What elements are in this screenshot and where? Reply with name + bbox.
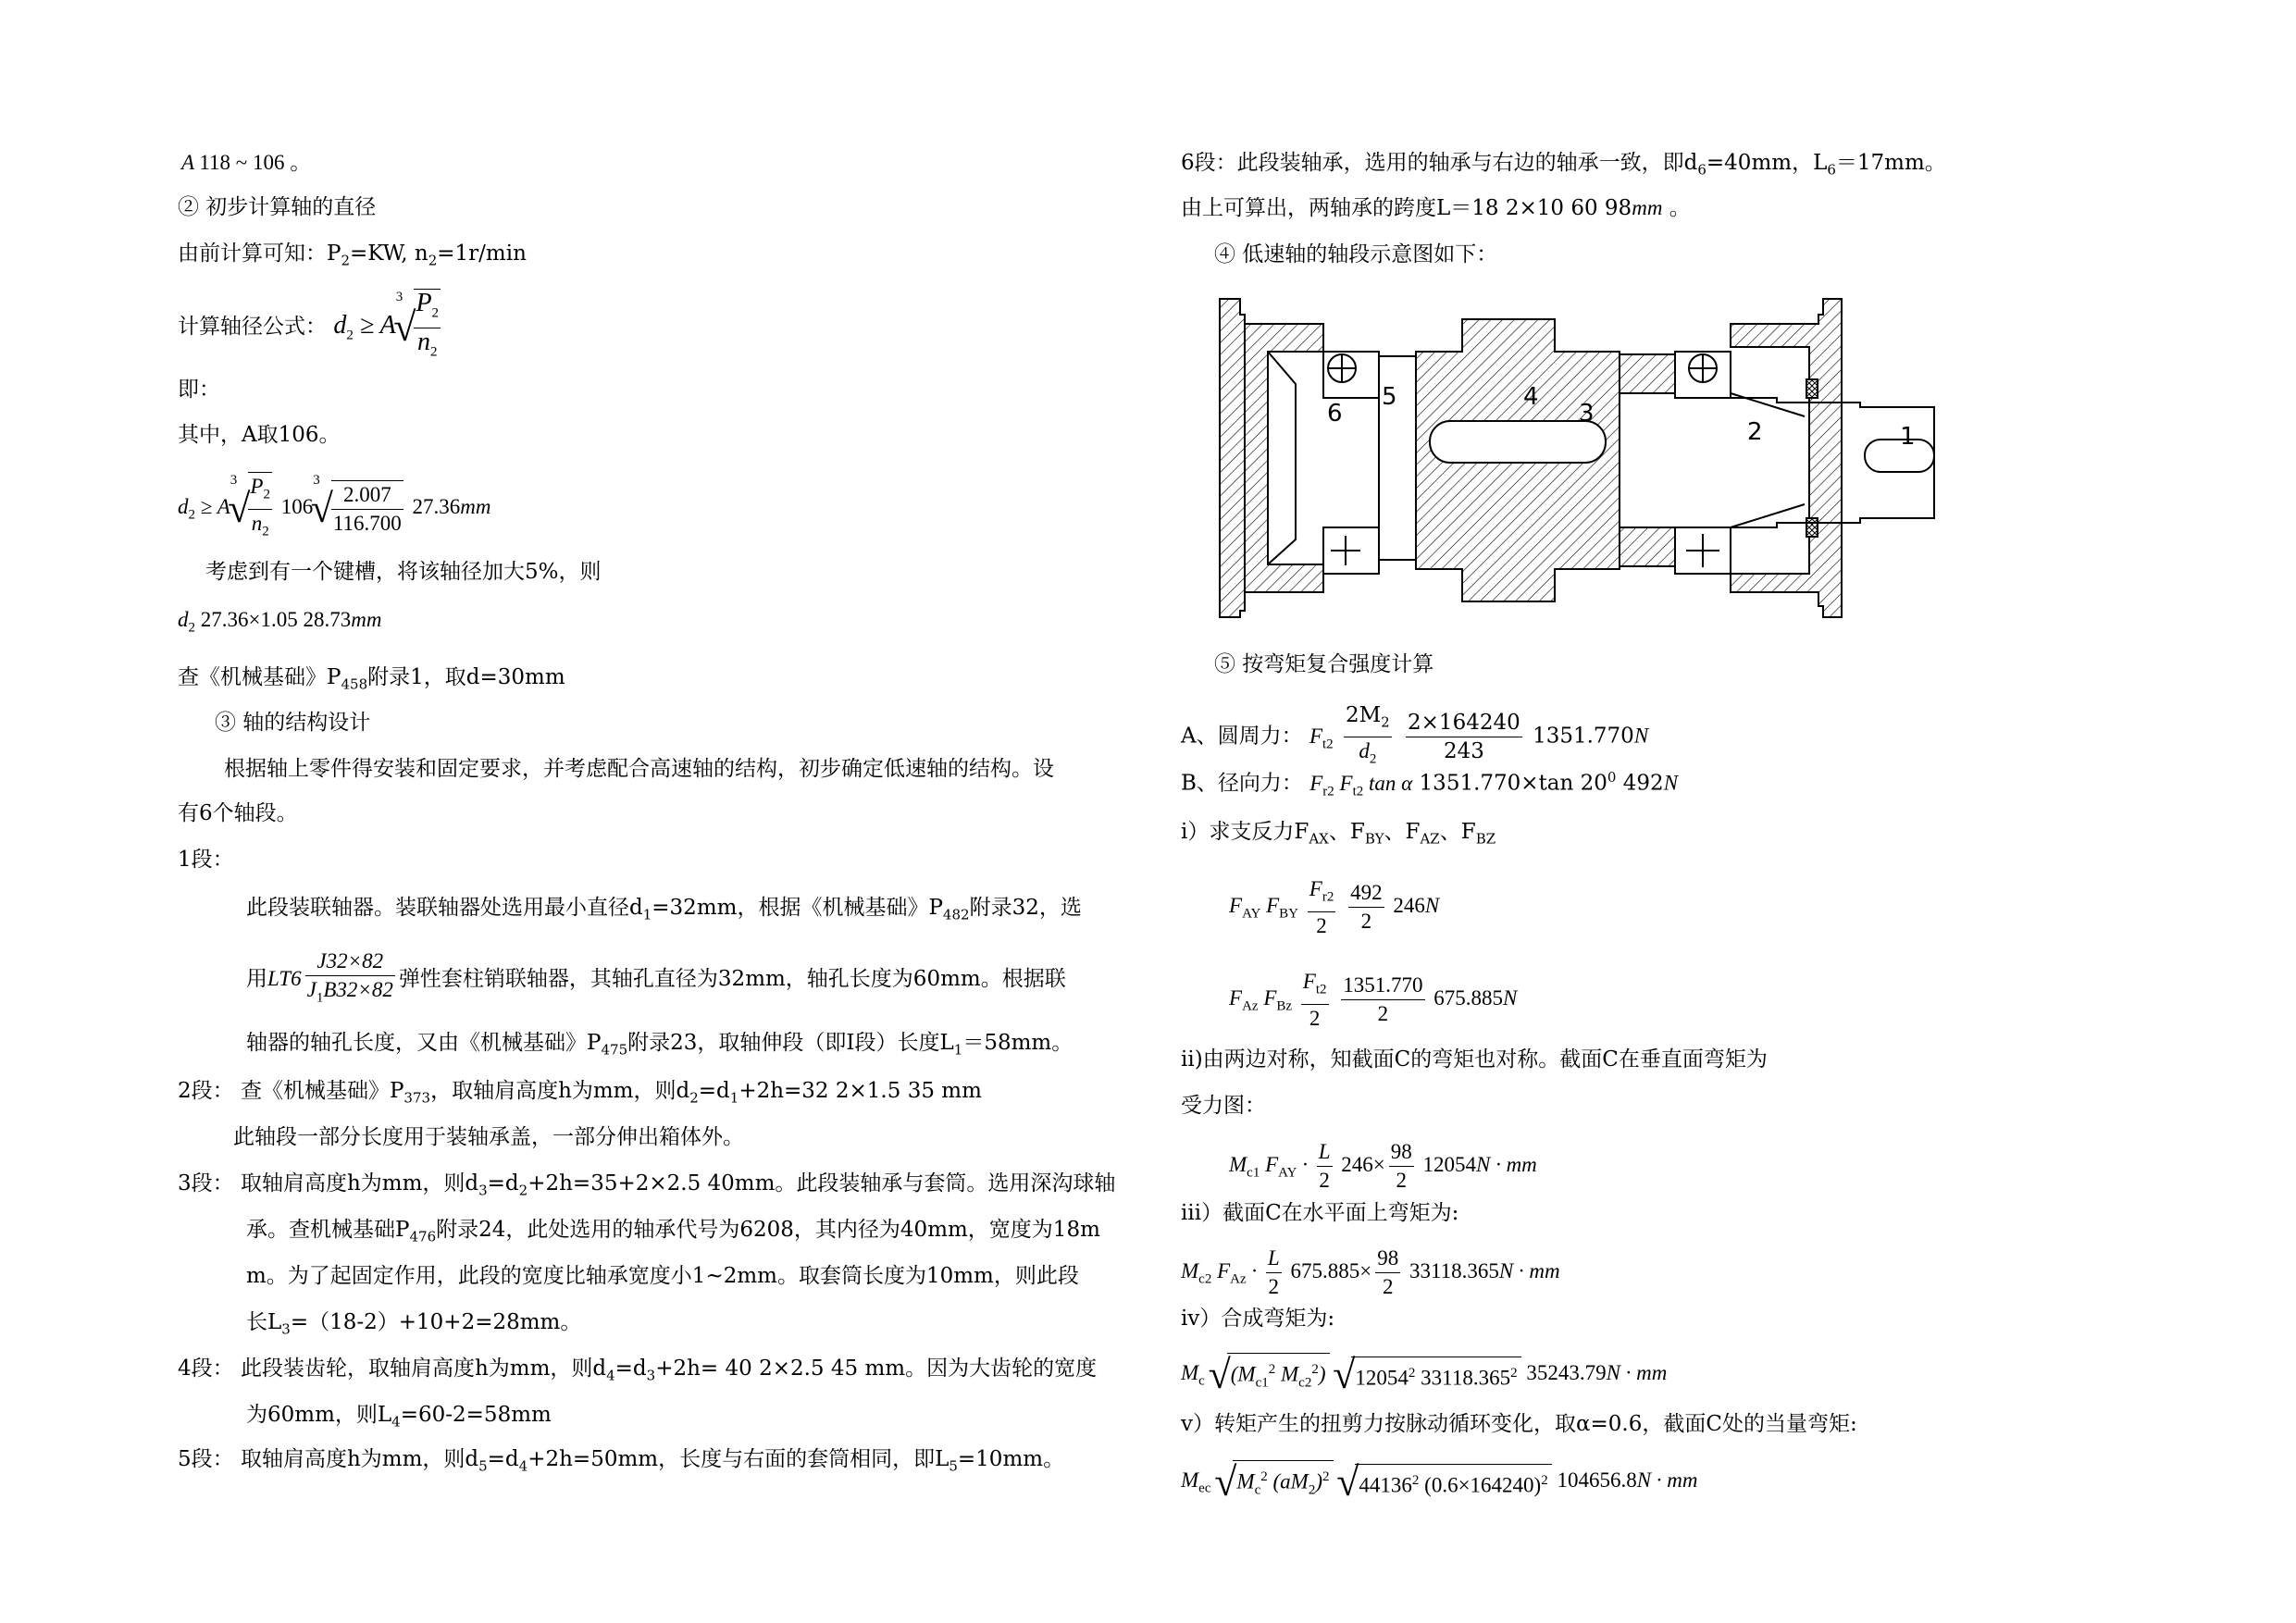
a-range-line: A 118 ~ 106 。 <box>181 151 312 174</box>
label-5: 5 <box>1382 383 1397 411</box>
segment-4-line-a: 4段： 此段装齿轮，取轴肩高度h为mm，则$d_4=d_3+2h= 40$ 2×2.5 45 mm。因为大齿轮的宽度 <box>178 1357 1098 1384</box>
segment-1-line-c: 轴器的轴孔长度，又由《机械基础》$P_{475}$附录23，取轴伸段（即Ⅰ段）长度$L_1=58mm$。 <box>246 1031 1074 1059</box>
bearing-span-line: 由上可算出，两轴承的跨度L＝18 2×10 60 98mm 。 <box>1181 196 1691 220</box>
radial-force-line: B、径向力： $F_{r2}$ $F_{t2}$ tan α 1351.770×tan $20^0$ 492N <box>1181 769 1679 799</box>
section-2-title: ② 初步计算轴的直径 <box>178 195 377 219</box>
label-1: 1 <box>1900 423 1916 451</box>
a-range: 118 ~ 106 。 <box>199 151 312 174</box>
structure-text-2: 有6个轴段。 <box>178 801 298 825</box>
shaft-formula: $d_2 \ge A^3√$ $\frac{P_2}{n_2}$ <box>333 311 444 340</box>
label-4: 4 <box>1523 383 1539 411</box>
shaft-diagram <box>1212 291 1943 625</box>
segment-3-line-c: m。为了起固定作用，此段的宽度比轴承宽度小1~2mm。取套筒长度为10mm，则此段 <box>246 1264 1079 1288</box>
tangential-force-line: A、圆周力： $F_{t2}$ $\frac{2M_2}{d_2}$ $\frac{2\times 164240}{243}$ 1351.770N <box>1181 703 1649 767</box>
faz-equation: $F_{Az}$ $F_{Bz}$ $\frac{F_{t2}}{2}$ $\frac{1351.770}{2}$ 675.885N <box>1229 970 1518 1030</box>
segment-2-line-b: 此轴段一部分长度用于装轴承盖，一部分伸出箱体外。 <box>233 1125 744 1149</box>
segment-3-line-a: 3段： 取轴肩高度h为mm，则$d_3=d_2+2h=35+2\times 2.5$ 40mm。此段装轴承与套筒。选用深沟球轴 <box>178 1171 1116 1199</box>
mec-equation: $M_{ec}$ $√M_c^2$ $(aM_2)^2$ √44136$^2$ $(0.6\times 164240)^2$ 104656.8N · mm <box>1181 1458 1698 1505</box>
mc-equation: $M_c$ $√(M_{c1}^2$ $M_{c2}^2$) √12054$^2$ 33118.365$^2$ 35243.79N · mm <box>1181 1351 1668 1397</box>
formula-line <box>178 289 444 365</box>
mc1-equation: $M_{c1}$ $F_{AY}$ · $\frac{L}{2}$ 246× $\frac{98}{2}$ 12054N · mm <box>1229 1140 1537 1192</box>
segment-2-line-a: 2段： 查《机械基础》$P_{373}$，取轴肩高度h为mm，则$d_2=d_1+2h=32$ 2×1.5 35 mm <box>178 1079 982 1107</box>
section-4-title: ④ 低速轴的轴段示意图如下： <box>1214 242 1498 266</box>
reaction-forces-title: ⅰ）求支反力$F_{AX}$、$F_{BY}$、$F_{AZ}$、$F_{BZ}$ <box>1181 820 1496 848</box>
section-5-title: ⑤ 按弯矩复合强度计算 <box>1214 652 1434 676</box>
segment-1-line-a: 此段装联轴器。装联轴器处选用最小直径$d_1=32mm$，根据《机械基础》$P_{482}$附录32，选 <box>246 896 1082 923</box>
structure-text-1: 根据轴上零件得安装和固定要求，并考虑配合高速轴的结构，初步确定低速轴的结构。设 <box>224 757 1054 781</box>
keyway-calc: $d_2$ 27.36×1.05 28.73mm <box>178 608 382 636</box>
right-end-cap <box>1731 299 1842 617</box>
lookup-text: 查《机械基础》$P_{458}$附录1，取d=30mm <box>178 665 565 693</box>
segment-1-label: 1段： <box>178 848 234 872</box>
segment-6-line: 6段：此段装轴承，选用的轴承与右边的轴承一致，即$d_6=40mm$，$L_6=17mm$。 <box>1181 151 1946 179</box>
section-v-text: ⅴ）转矩产生的扭剪力按脉动循环变化，取α=0.6，截面C处的当量弯矩: <box>1181 1412 1857 1436</box>
ji-text: 即： <box>178 378 220 402</box>
segment-3-line-d: 长$L_3=(18-2)+10+2=28mm$。 <box>246 1310 582 1338</box>
fay-equation: $F_{AY}$ $F_{BY}$ $\frac{F_{r2}}{2}$ $\frac{492}{2}$ 246N <box>1229 877 1440 937</box>
segment-3-line-b: 承。查机械基础$P_{476}$附录24，此处选用的轴承代号为6208，其内径为40mm，宽度为18m <box>246 1218 1100 1245</box>
section-ii-text: ⅱ)由两边对称，知截面C的弯矩也对称。截面C在垂直面弯矩为 <box>1181 1047 1768 1072</box>
mc2-equation: $M_{c2}$ $F_{Az}$ · $\frac{L}{2}$ 675.885× $\frac{98}{2}$ 33118.365N · mm <box>1181 1246 1560 1298</box>
label-6: 6 <box>1327 400 1343 427</box>
section-iv-text: ⅳ）合成弯矩为: <box>1181 1307 1335 1331</box>
segment-1-line-b: 用LT6 $\frac{J32\times 82}{J_1B32\times 82}$ 弹性套柱销联轴器，其轴孔直径为32mm，轴孔长度为60mm。根据联 <box>246 949 1066 1006</box>
force-diagram-label: 受力图： <box>1181 1094 1266 1118</box>
label-2: 2 <box>1747 418 1763 446</box>
a-value-text: 其中，A取106。 <box>178 423 341 447</box>
section-iii-text: ⅲ）截面C在水平面上弯矩为: <box>1181 1201 1459 1225</box>
keyway-text: 考虑到有一个键槽，将该轴径加大5%，则 <box>205 560 602 584</box>
segment-5-line: 5段： 取轴肩高度h为mm，则$d_5=d_4+2h=50mm$，长度与右面的套筒相同，即$L_5=10mm$。 <box>178 1447 1065 1475</box>
given-values: 由前计算可知：$P_2=KW$, $n_2=1r/\min$ <box>178 242 527 269</box>
section-3-title: ③ 轴的结构设计 <box>215 711 371 735</box>
segment-4-line-b: 为60mm，则$L_4=60-2=58mm$ <box>246 1403 552 1431</box>
left-end-cap <box>1220 299 1245 617</box>
diameter-calc: $d_2 \ge A^3√$ $\frac{P_2}{n_2}$ $106^3√$ $\frac{2.007}{116.700}$ 27.36mm <box>178 472 491 545</box>
formula-label: 计算轴径公式： <box>178 315 327 340</box>
label-3: 3 <box>1579 400 1595 427</box>
